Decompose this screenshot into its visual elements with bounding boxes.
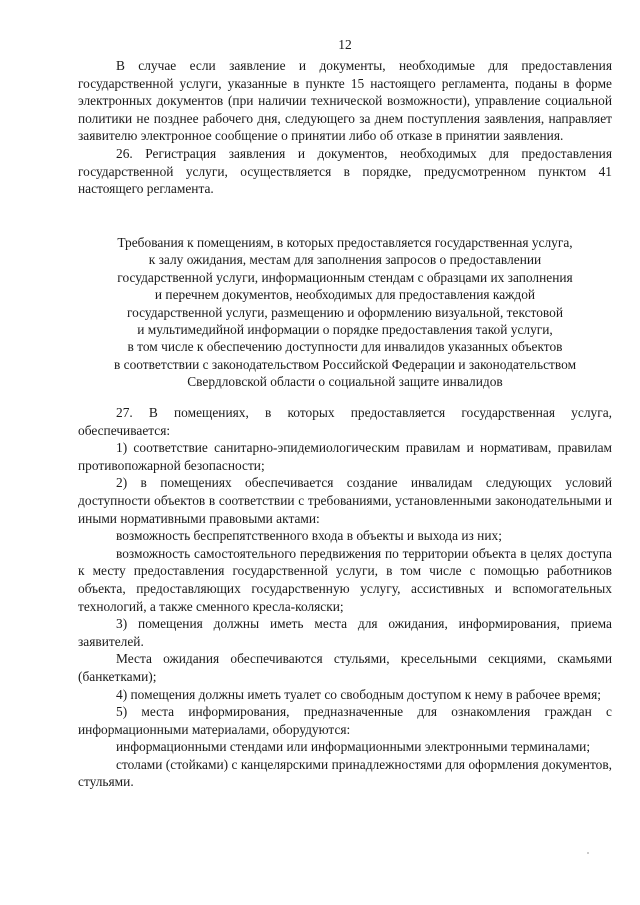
heading-line: к залу ожидания, местам для заполнения запросов о предоставлении <box>148 252 542 268</box>
paragraph-27-intro: 27. В помещениях, в которых предоставляется государственная услуга, обеспечивается: <box>78 405 612 438</box>
document-page <box>78 0 612 905</box>
page-number: 12 <box>338 37 352 52</box>
requirements-section <box>78 404 612 791</box>
scan-speck <box>587 852 589 854</box>
heading-line: Свердловской области о социальной защите инвалидов <box>187 374 503 390</box>
paragraph-electronic-submission: В случае если заявление и документы, необходимые для предоставления государственной услуги, указанные в пункте 15 настоящего регламента, поданы в форме электронных документов (при наличии технической возможности), управление социальной политики не позднее рабочего дня, следующего за днем поступления заявления, направляет заявителю электронное сообщение о принятии либо об отказе в принятии заявления. <box>78 58 612 144</box>
intro-section <box>78 57 612 198</box>
heading-line: и мультимедийной информации о порядке предоставления такой услуги, <box>137 322 553 338</box>
heading-line: государственной услуги, размещению и оформлению визуальной, текстовой <box>126 304 564 320</box>
heading-line: государственной услуги, информационным стендам с образцами их заполнения <box>117 269 573 285</box>
sub-item-entry-exit: возможность беспрепятственного входа в объекты и выхода из них; <box>116 528 502 544</box>
paragraph-26-registration: 26. Регистрация заявления и документов, необходимых для предоставления государственной услуги, осуществляется в порядке, предусмотренном пунктом 41 настоящего регламента. <box>78 145 612 197</box>
sub-item-tables: столами (стойками) с канцелярскими принадлежностями для оформления документов, стульями. <box>78 756 612 790</box>
list-item-3-waiting-places: 3) помещения должны иметь места для ожидания, информирования, приема заявителей. <box>78 616 612 649</box>
sub-item-movement: возможность самостоятельного передвижения по территории объекта в целях доступа к месту предоставления государственной услуги, в том числе с помощью работников объекта, предоставляющих государственную услугу, ассистивных и вспомогательных технологий, а также сменного кресла-коляски; <box>78 545 612 614</box>
heading-line: Требования к помещениям, в которых предоставляется государственная услуга, <box>117 235 573 250</box>
list-item-4-toilet: 4) помещения должны иметь туалет со свободным доступом к нему в рабочее время; <box>116 686 601 702</box>
paragraph-waiting-seating: Места ожидания обеспечиваются стульями, кресельными секциями, скамьями (банкетками); <box>78 651 612 684</box>
heading-line: в том числе к обеспечению доступности для инвалидов указанных объектов <box>127 339 563 355</box>
sub-item-info-stands: информационными стендами или информационными электронными терминалами; <box>116 739 591 755</box>
heading-line: и перечнем документов, необходимых для предоставления каждой <box>154 287 536 303</box>
list-item-1-sanitary: 1) соответствие санитарно-эпидемиологическим правилам и нормативам, правилам противопожарной безопасности; <box>78 440 612 473</box>
list-item-5-information-places: 5) места информирования, предназначенные для ознакомления граждан с информационными материалами, оборудуются: <box>78 704 612 737</box>
list-item-2-accessibility: 2) в помещениях обеспечивается создание инвалидам следующих условий доступности объектов в соответствии с требованиями, установленными законодательными и иными нормативными правовыми актами: <box>78 475 612 526</box>
heading-line: в соответствии с законодательством Российской Федерации и законодательством <box>113 356 577 372</box>
section-heading <box>78 234 612 391</box>
